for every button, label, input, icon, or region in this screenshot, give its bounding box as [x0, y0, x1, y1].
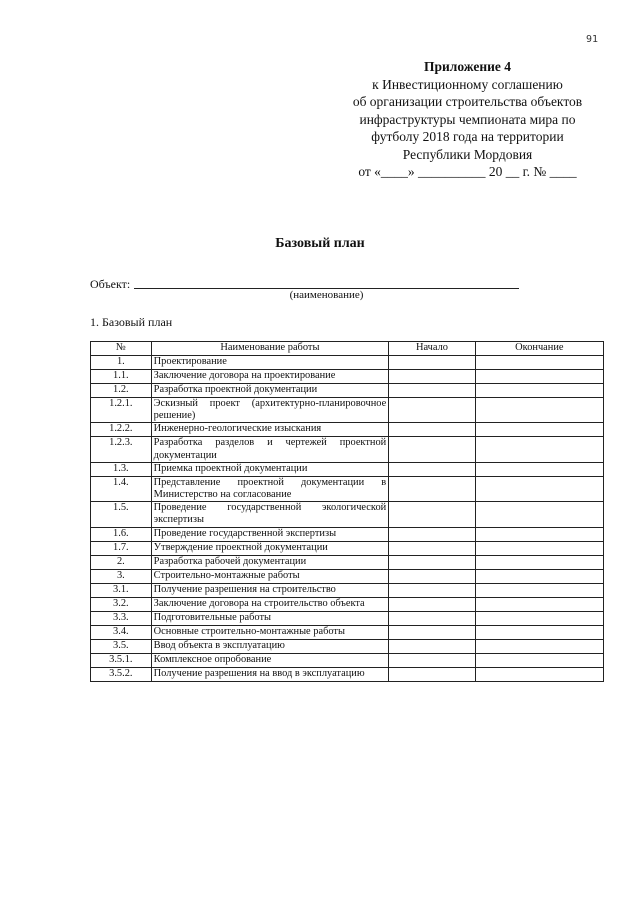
row-number: 3.5. [91, 639, 152, 653]
appendix-line: футболу 2018 года на территории [371, 129, 564, 144]
table-row [91, 597, 604, 611]
row-start-cell [389, 356, 476, 370]
table-row [91, 356, 604, 370]
row-number: 1.2.1. [91, 398, 152, 423]
row-start-cell [389, 527, 476, 541]
table-row [91, 653, 604, 667]
row-start-cell [389, 370, 476, 384]
table-row [91, 370, 604, 384]
row-work-name: Разработка проектной документации [151, 384, 389, 398]
row-start-cell [389, 423, 476, 437]
row-number: 3.1. [91, 583, 152, 597]
row-start-cell [389, 437, 476, 462]
row-start-cell [389, 611, 476, 625]
table-header-row [91, 342, 604, 356]
row-work-name: Получение разрешения на строительство [151, 583, 389, 597]
table-row [91, 462, 604, 476]
row-start-cell [389, 667, 476, 681]
header-work-name: Наименование работы [151, 342, 389, 356]
appendix-header [330, 58, 605, 181]
row-end-cell [475, 653, 603, 667]
table-row [91, 569, 604, 583]
table-row [91, 384, 604, 398]
table-row [91, 437, 604, 462]
page-number: 91 [585, 34, 598, 45]
row-start-cell [389, 555, 476, 569]
row-end-cell [475, 370, 603, 384]
row-end-cell [475, 583, 603, 597]
header-end: Окончание [475, 342, 603, 356]
row-work-name: Подготовительные работы [151, 611, 389, 625]
row-end-cell [475, 437, 603, 462]
table-row [91, 398, 604, 423]
row-number: 1. [91, 356, 152, 370]
row-work-name: Эскизный проект (архитектурно-планировочное решение) [151, 398, 389, 423]
row-end-cell [475, 476, 603, 501]
section-heading: 1. Базовый план [90, 315, 173, 329]
row-end-cell [475, 611, 603, 625]
row-work-name: Проведение государственной экологической экспертизы [151, 502, 389, 527]
document-title: Базовый план [275, 236, 365, 251]
row-number: 1.2. [91, 384, 152, 398]
table-row [91, 541, 604, 555]
row-end-cell [475, 384, 603, 398]
row-work-name: Инженерно-геологические изыскания [151, 423, 389, 437]
row-end-cell [475, 597, 603, 611]
appendix-date-line: от «____» __________ 20 __ г. № ____ [358, 164, 577, 179]
table-row [91, 555, 604, 569]
appendix-line: Республики Мордовия [402, 146, 533, 162]
row-work-name: Строительно-монтажные работы [151, 569, 389, 583]
appendix-title: Приложение 4 [423, 59, 512, 74]
row-start-cell [389, 502, 476, 527]
object-hint: (наименование) [289, 289, 364, 301]
row-number: 1.2.3. [91, 437, 152, 462]
row-number: 1.4. [91, 476, 152, 501]
row-number: 3.5.2. [91, 667, 152, 681]
row-start-cell [389, 462, 476, 476]
appendix-line: инфраструктуры чемпионата мира по [359, 111, 576, 127]
row-start-cell [389, 625, 476, 639]
row-end-cell [475, 502, 603, 527]
row-start-cell [389, 384, 476, 398]
table-row [91, 611, 604, 625]
row-number: 3.5.1. [91, 653, 152, 667]
row-number: 3. [91, 569, 152, 583]
row-number: 3.3. [91, 611, 152, 625]
row-end-cell [475, 356, 603, 370]
header-start: Начало [389, 342, 476, 356]
table-row [91, 667, 604, 681]
row-start-cell [389, 597, 476, 611]
row-number: 3.4. [91, 625, 152, 639]
row-number: 1.7. [91, 541, 152, 555]
row-end-cell [475, 639, 603, 653]
row-number: 1.3. [91, 462, 152, 476]
row-number: 1.5. [91, 502, 152, 527]
table-row [91, 639, 604, 653]
row-end-cell [475, 667, 603, 681]
row-work-name: Проведение государственной экспертизы [151, 527, 389, 541]
row-work-name: Ввод объекта в эксплуатацию [151, 639, 389, 653]
appendix-line: к Инвестиционному соглашению [372, 76, 563, 92]
row-start-cell [389, 569, 476, 583]
table-row [91, 583, 604, 597]
row-end-cell [475, 555, 603, 569]
row-end-cell [475, 625, 603, 639]
row-start-cell [389, 639, 476, 653]
row-work-name: Основные строительно-монтажные работы [151, 625, 389, 639]
table-row [91, 625, 604, 639]
table-row [91, 527, 604, 541]
row-start-cell [389, 398, 476, 423]
appendix-line: об организации строительства объектов [352, 94, 583, 109]
row-number: 3.2. [91, 597, 152, 611]
base-plan-table [90, 341, 604, 682]
row-number: 2. [91, 555, 152, 569]
row-start-cell [389, 476, 476, 501]
row-start-cell [389, 541, 476, 555]
row-end-cell [475, 398, 603, 423]
row-end-cell [475, 527, 603, 541]
row-end-cell [475, 423, 603, 437]
row-number: 1.1. [91, 370, 152, 384]
row-work-name: Утверждение проектной документации [151, 541, 389, 555]
row-number: 1.2.2. [91, 423, 152, 437]
row-work-name: Представление проектной документации в Министерство на согласование [151, 476, 389, 501]
row-work-name: Приемка проектной документации [151, 462, 389, 476]
row-work-name: Разработка разделов и чертежей проектной документации [151, 437, 389, 462]
row-work-name: Заключение договора на проектирование [151, 370, 389, 384]
object-label: Объект: [90, 277, 131, 291]
row-start-cell [389, 583, 476, 597]
row-work-name: Проектирование [151, 356, 389, 370]
row-work-name: Комплексное опробование [151, 653, 389, 667]
row-end-cell [475, 541, 603, 555]
table-row [91, 423, 604, 437]
row-work-name: Заключение договора на строительство объекта [151, 597, 389, 611]
table-row [91, 502, 604, 527]
row-work-name: Получение разрешения на ввод в эксплуатацию [151, 667, 389, 681]
header-number: № [91, 342, 152, 356]
row-number: 1.6. [91, 527, 152, 541]
row-work-name: Разработка рабочей документации [151, 555, 389, 569]
row-end-cell [475, 462, 603, 476]
table-row [91, 476, 604, 501]
row-end-cell [475, 569, 603, 583]
row-start-cell [389, 653, 476, 667]
